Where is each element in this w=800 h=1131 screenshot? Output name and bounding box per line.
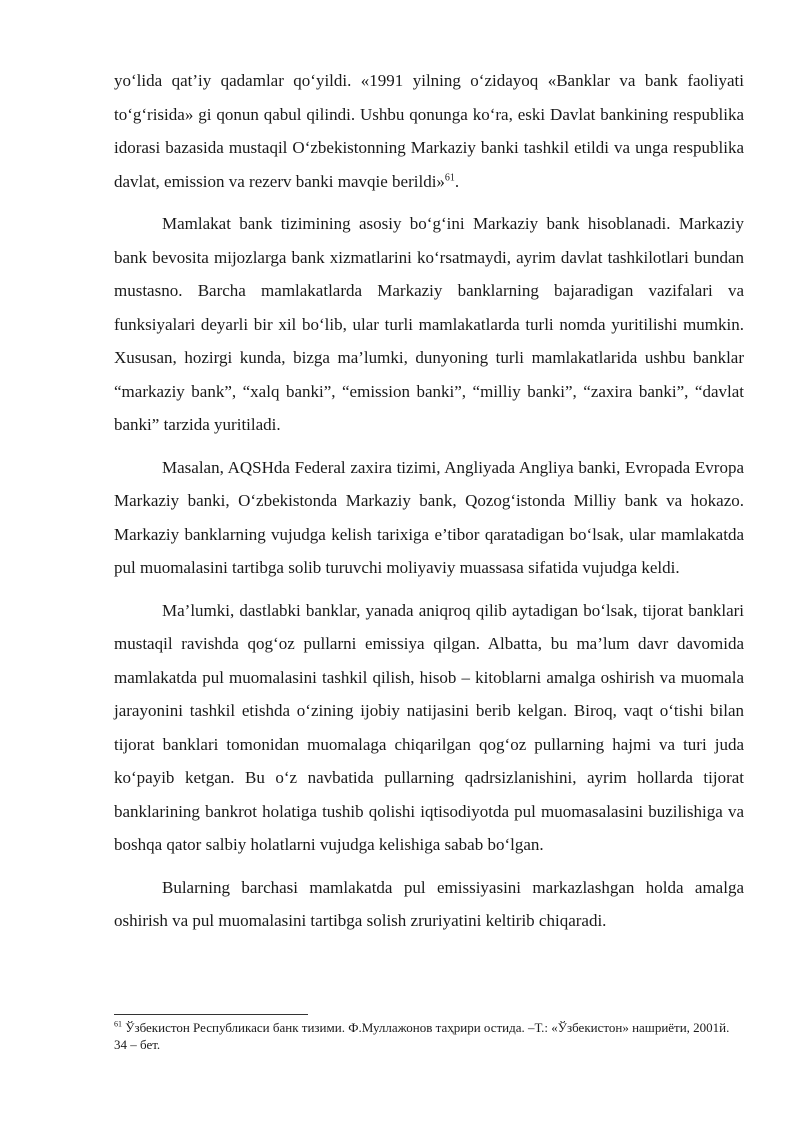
paragraph-2: Mamlakat bank tizimining asosiy bo‘g‘ini Markaziy bank hisoblanadi. Markaziy bank bevosita mijozlarga bank xizmatlarini ko‘rsatmaydi, ayrim davlat tashkilotlari bundan mustasno. Barcha mamlakatlarda Markaziy banklarning bajaradigan vazifalari va funksiyalari deyarli bir xil bo‘lib, ular turli mamlakatlarda turli nomda yuritilishi mumkin. Xususan, hozirgi kunda, bizga ma’lumki, dunyoning turli mamlakatlarida ushbu banklar “markaziy bank”, “xalq banki”, “emission banki”, “milliy banki”, “zaxira banki”, “davlat banki” tarzida yuritiladi. — [114, 214, 744, 434]
footnote-divider — [114, 1014, 308, 1015]
paragraph-1-text: yo‘lida qat’iy qadamlar qo‘yildi. «1991 yilning o‘zidayoq «Banklar va bank faoliyati to‘g‘risida» gi qonun qabul qilindi. Ushbu qonunga ko‘ra, eski Davlat bankining respublika idorasi bazasida mustaqil O‘zbekistonning Markaziy banki tashkil etildi va unga respublika davlat, emission va rezerv banki mavqie berildi» — [114, 71, 744, 191]
footnote-number: 61 — [114, 1019, 122, 1029]
paragraph-1-end: . — [454, 171, 460, 191]
paragraph-1 — [114, 64, 744, 198]
paragraph-4: Ma’lumki, dastlabki banklar, yanada aniqroq qilib aytadigan bo‘lsak, tijorat banklari mustaqil ravishda qog‘oz pullarni emissiya qilgan. Albatta, bu ma’lum davr davomida mamlakatda pul muomalasini tashkil qilish, hisob – kitoblarni amalga oshirish va muomala jarayonini tashkil etishda o‘zining ijobiy natijasini berib kelgan. Biroq, vaqt o‘tishi bilan tijorat banklari tomonidan muomalaga chiqarilgan qog‘oz pullarning hajmi va turi juda ko‘payib ketgan. Bu o‘z navbatida pullarning qadrsizlanishini, ayrim hollarda tijorat banklarining bankrot holatiga tushib qolishi iqtisodiyotda pul muomasalasini buzilishiga va boshqa qator salbiy holatlarni vujudga kelishiga sabab bo‘lgan. — [114, 600, 744, 854]
footnote-reference[interactable]: 61 — [444, 171, 455, 183]
footnote — [114, 1019, 744, 1053]
document-body — [114, 64, 744, 938]
footnote-text: Ўзбекистон Республикаси банк тизими. Ф.Муллажонов таҳрири остида. –Т.: «Ўзбекистон» нашриёти, 2001й. 34 – бет. — [114, 1020, 730, 1052]
paragraph-5: Bularning barchasi mamlakatda pul emissiyasini markazlashgan holda amalga oshirish va pul muomalasini tartibga solish zruriyatini keltirib chiqaradi. — [114, 877, 744, 930]
paragraph-3: Masalan, AQSHda Federal zaxira tizimi, Angliyada Angliya banki, Evropada Evropa Markaziy banki, O‘zbekistonda Markaziy bank, Qozog‘istonda Milliy bank va hokazo. Markaziy banklarning vujudga kelish tarixiga e’tibor qaratadigan bo‘lsak, ular mamlakatda pul muomalasini tartibga solib turuvchi moliyaviy muassasa sifatida vujudga keldi. — [114, 457, 744, 577]
